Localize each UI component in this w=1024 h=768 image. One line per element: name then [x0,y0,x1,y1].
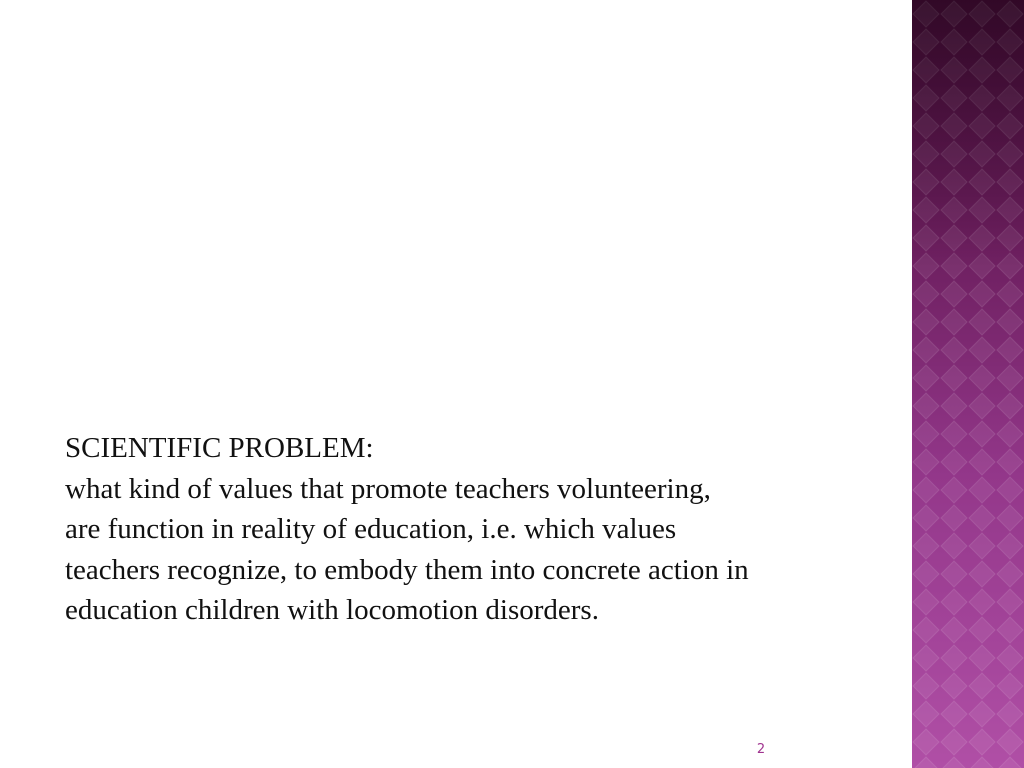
body-line: what kind of values that promote teachers volunteering, [65,472,711,505]
decorative-side-band [912,0,1024,768]
slide-heading: SCIENTIFIC PROBLEM: [65,432,374,464]
slide-content [65,428,895,631]
body-line: are function in reality of education, i.e. which values [65,513,677,545]
page-number: 2 [756,742,766,757]
body-line: education children with locomotion disorders. [65,594,599,626]
diamond-pattern [912,0,1024,768]
body-line: teachers recognize, to embody them into concrete action in [65,553,749,586]
